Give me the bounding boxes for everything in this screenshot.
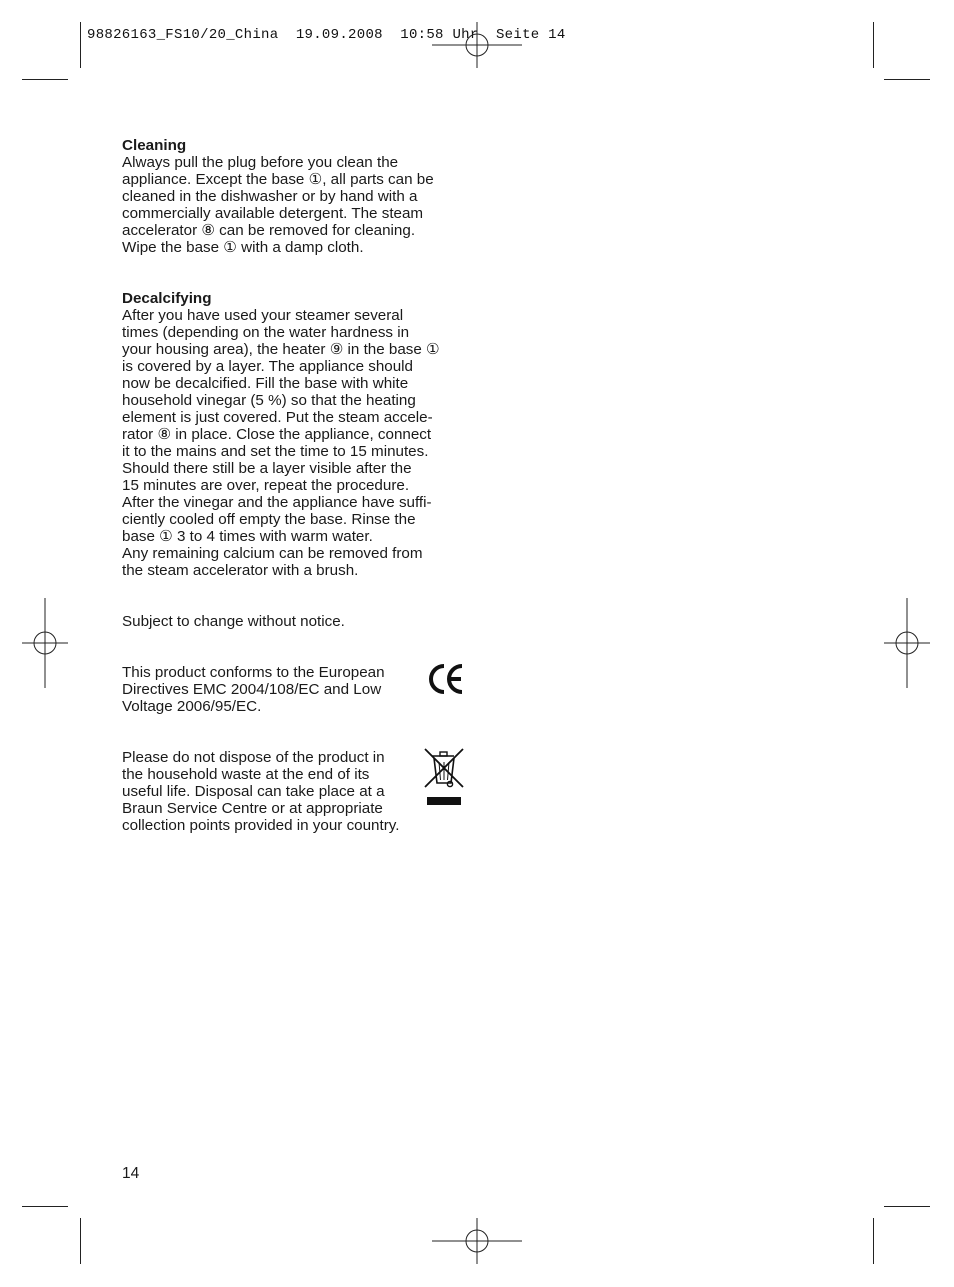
decalcifying-text: After you have used your steamer several times (depending on the water hardness in your housing area), the heater ⑨ in the base ① is covered by a layer. The appliance should now be decalcified. Fill the base with white household vinegar (5 %) so that the heating element is just covered. Put the steam accele- rator ⑧ in place. Close the appliance, connect it to the mains and set the time to 15 minutes. Should there still be a layer visible after the 15 minutes are over, repeat the procedure. After the vinegar and the appliance have suffi- ciently cooled off empty the base. Rinse the base ① 3 to 4 times with warm water. Any remaining calcium can be removed from the steam accelerator with a brush. xyxy=(122,307,440,579)
disposal-text: Please do not dispose of the product in the household waste at the end of its useful life. Disposal can take place at a Braun Service Centre or at appropriate collection points provided in your country. xyxy=(122,749,400,834)
registration-mark-icon xyxy=(432,1218,522,1264)
registration-mark-icon xyxy=(884,598,930,688)
print-slug: 98826163_FS10/20_China 19.09.2008 10:58 Uhr Seite 14 xyxy=(87,27,566,43)
decalcifying-heading: Decalcifying xyxy=(122,290,212,307)
conformity-section xyxy=(122,664,422,715)
registration-mark-icon xyxy=(22,598,68,688)
ce-mark-icon xyxy=(428,662,466,696)
registration-mark-left xyxy=(22,598,68,688)
cleaning-section xyxy=(122,137,467,256)
notice-section xyxy=(122,613,467,630)
crossed-bin-icon xyxy=(423,747,465,807)
page-number: 14 xyxy=(122,1165,140,1182)
registration-mark-top xyxy=(432,22,522,68)
decalcifying-section xyxy=(122,290,467,579)
registration-mark-right xyxy=(884,598,930,688)
notice-text: Subject to change without notice. xyxy=(122,613,345,630)
cleaning-heading: Cleaning xyxy=(122,137,187,154)
registration-mark-icon xyxy=(432,22,522,68)
conformity-text: This product conforms to the European Directives EMC 2004/108/EC and Low Voltage 2006/95/EC. xyxy=(122,664,385,715)
registration-mark-bottom xyxy=(432,1218,522,1264)
cleaning-text: Always pull the plug before you clean the appliance. Except the base ①, all parts can be cleaned in the dishwasher or by hand with a commercially available detergent. The steam accelerator ⑧ can be removed for cleaning. Wipe the base ① with a damp cloth. xyxy=(122,154,434,256)
disposal-section xyxy=(122,749,432,834)
